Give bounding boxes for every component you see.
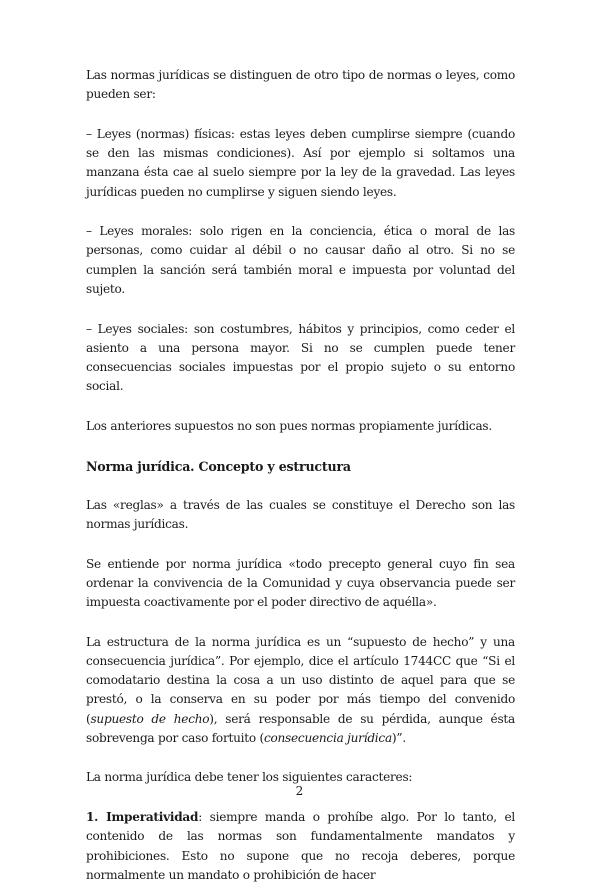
structure-paragraph	[86, 633, 515, 748]
physical-laws-paragraph: – Leyes (normas) físicas: estas leyes deben cumplirse siempre (cuando se den las mismas condiciones). Así por ejemplo si soltamos una manzana ésta cae al suelo siempre por la ley de la gravedad. Las leyes jurídicas pueden no cumplirse y siguen siendo leyes.	[86, 126, 515, 199]
imperativity-term: 1. Imperatividad	[86, 810, 199, 825]
definition-paragraph: Se entiende por norma jurídica «todo precepto general cuyo fin sea ordenar la convivencia de la Comunidad y cuya observancia puede ser impuesta coactivamente por el poder directivo de aquélla».	[86, 556, 515, 610]
intro-paragraph: Las normas jurídicas se distinguen de otro tipo de normas o leyes, como pueden ser:	[86, 68, 515, 102]
characteristics-intro-paragraph: La norma jurídica debe tener los siguientes caracteres:	[86, 770, 413, 785]
page-content	[86, 66, 515, 885]
structure-italic-1: supuesto de hecho	[90, 711, 210, 726]
conclusion-paragraph: Los anteriores supuestos no son pues normas propiamente jurídicas.	[86, 418, 492, 433]
imperativity-paragraph	[86, 808, 515, 885]
imperativity-text: : siempre manda o prohíbe algo. Por lo tanto, el contenido de las normas son fundamentalmente mandatos y prohibiciones. Esto no supone que no recoja deberes, porque normalmente un mandato o prohibición de hacer	[86, 810, 516, 882]
structure-text-1: La estructura de la norma jurídica es un “supuesto de hecho” y una consecuencia jurídica”. Por ejemplo, dice el artículo 1744CC que “Si el comodatario destina la cosa a un uso distinto de aquel para que se prestó, o la conserva en su poder por más tiempo del convenido (	[86, 634, 515, 726]
section-heading: Norma jurídica. Concepto y estructura	[86, 458, 351, 474]
structure-text-3: )”.	[391, 730, 406, 745]
structure-text-2: ), será responsable de su pérdida, aunque ésta sobrevenga por caso fortuito (	[86, 711, 515, 745]
social-laws-paragraph: – Leyes sociales: son costumbres, hábitos y principios, como ceder el asiento a una persona mayor. Si no se cumplen puede tener consecuencias sociales impuestas por el propio sujeto o su entorno social.	[86, 321, 515, 394]
structure-italic-2: consecuencia jurídica	[263, 730, 392, 745]
page-number: 2	[295, 784, 304, 798]
rules-paragraph: Las «reglas» a través de las cuales se constituye el Derecho son las normas jurídicas.	[86, 497, 515, 531]
moral-laws-paragraph: – Leyes morales: solo rigen en la conciencia, ética o moral de las personas, como cuidar al débil o no causar daño al otro. Si no se cumplen la sanción será también moral e impuesta por voluntad del sujeto.	[86, 224, 515, 296]
